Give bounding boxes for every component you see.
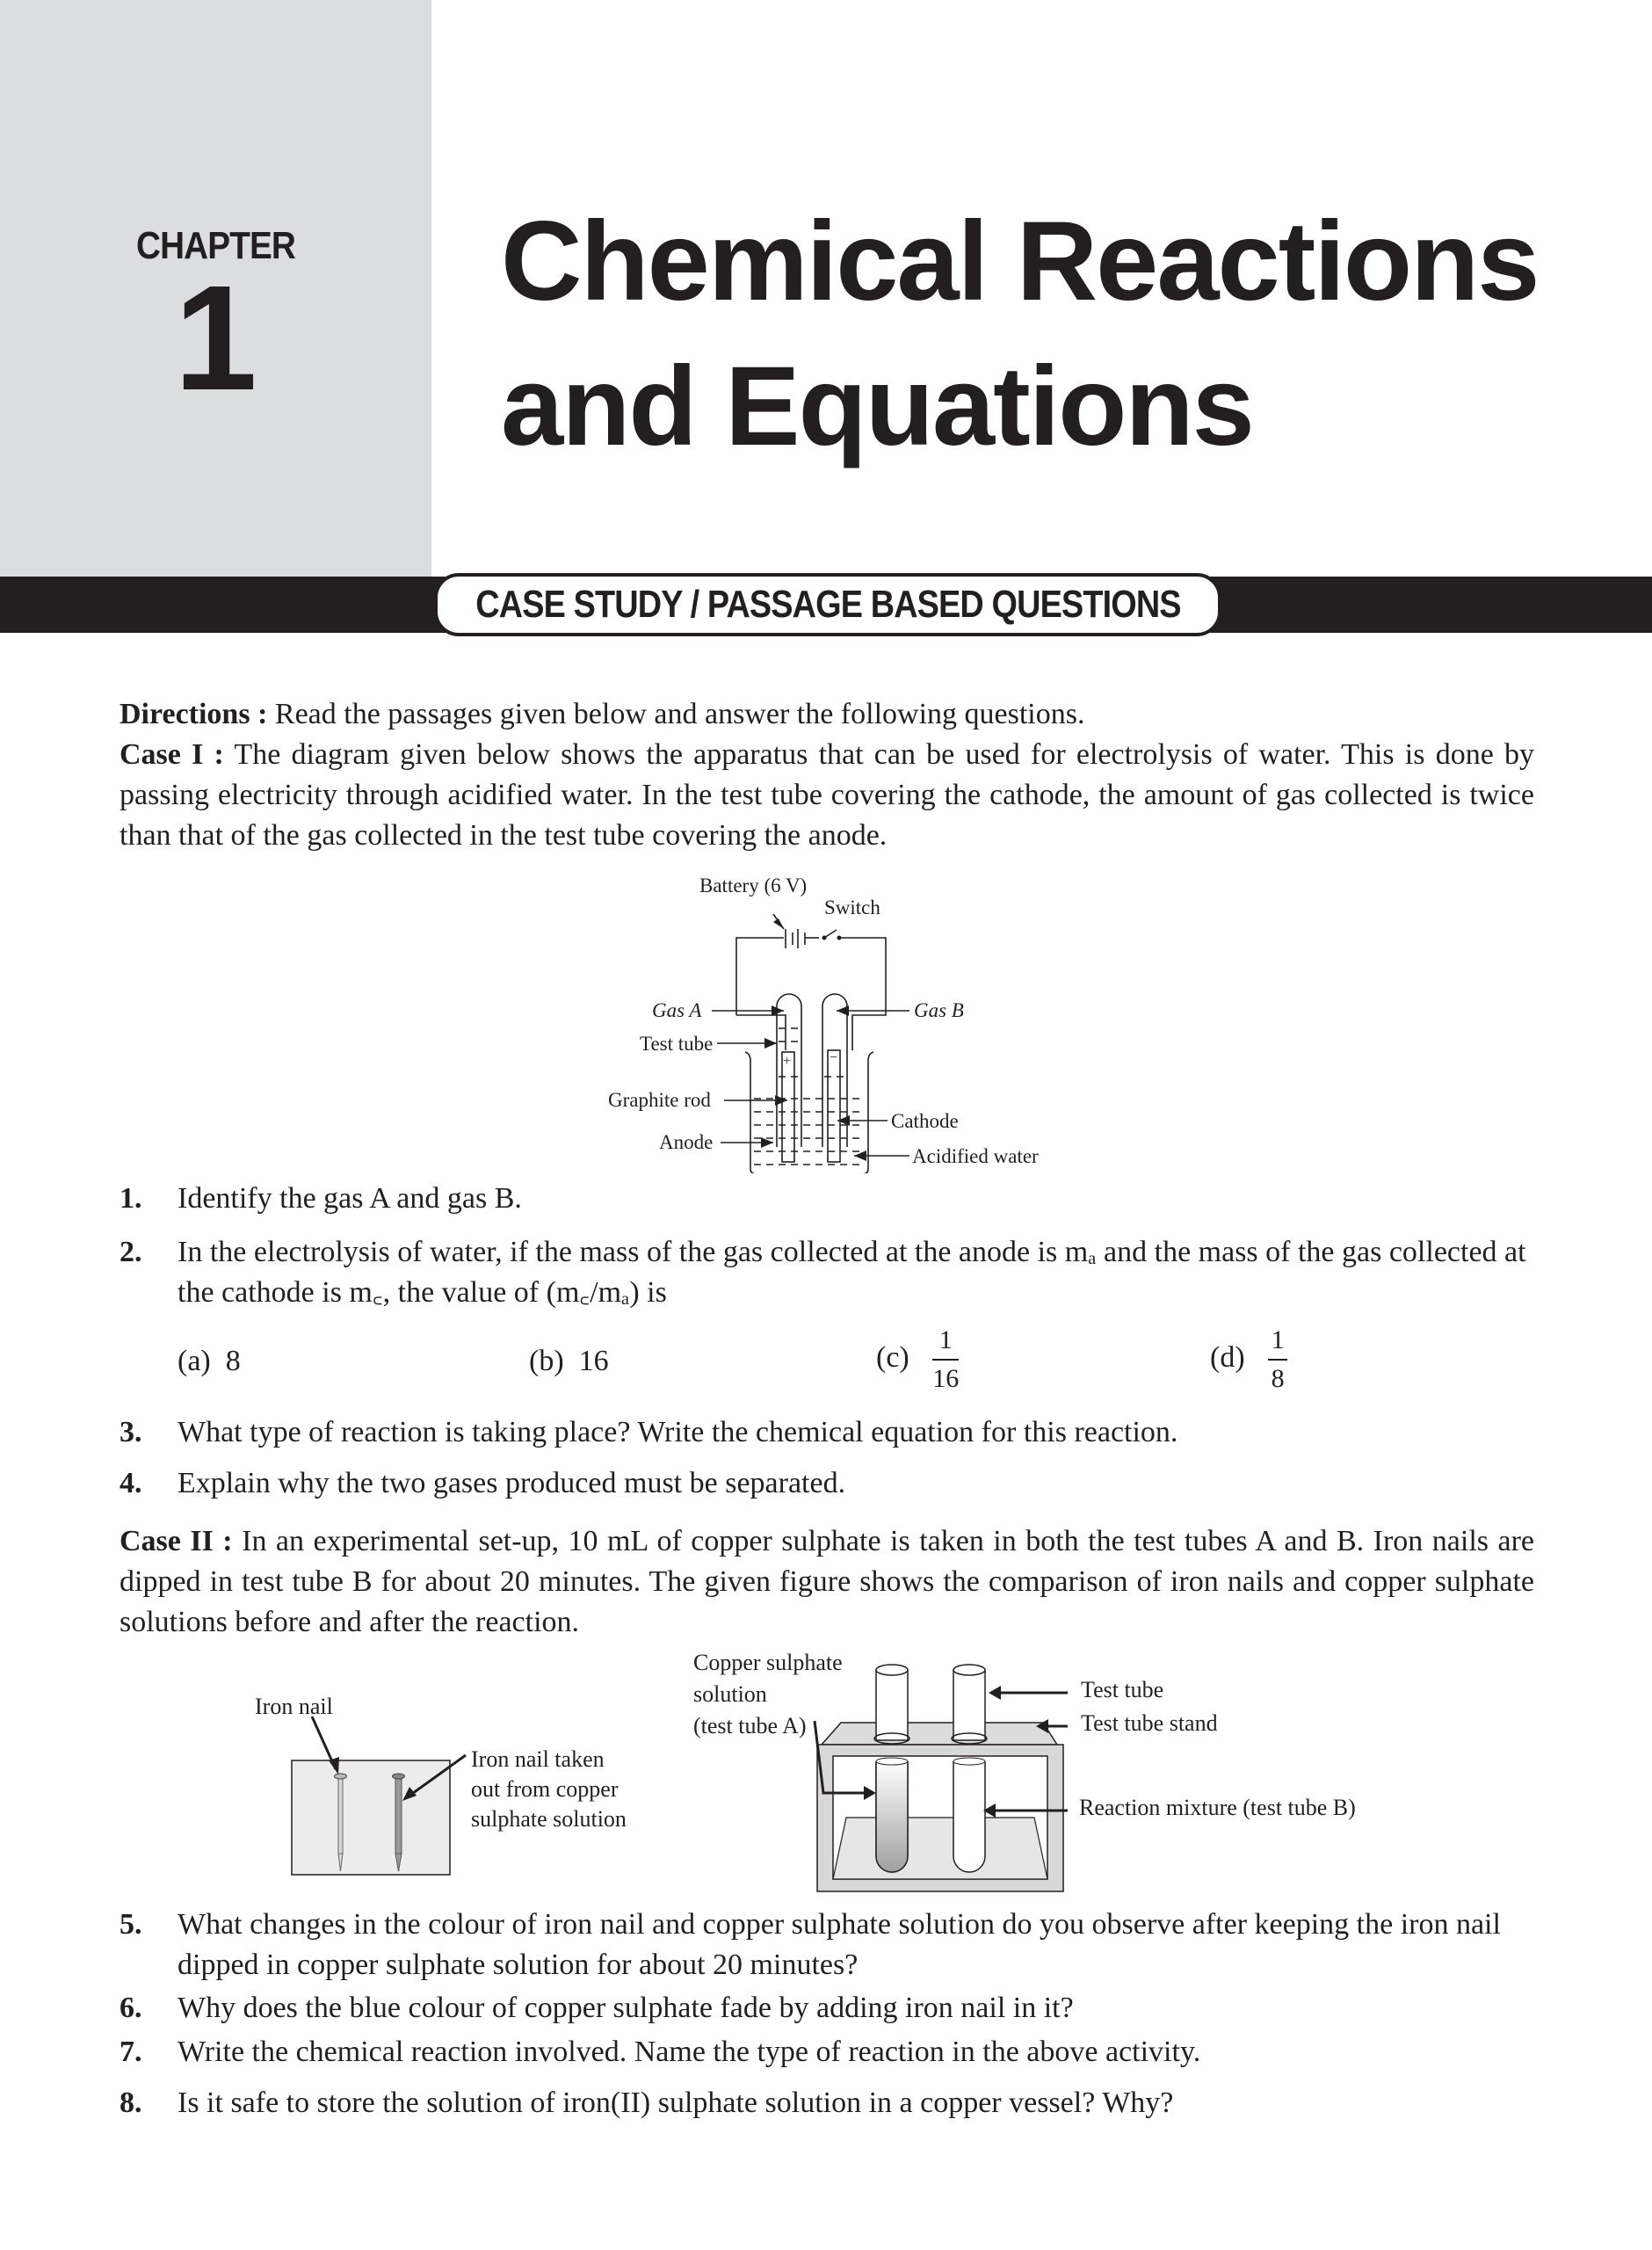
label-test-tube: Test tube <box>640 1033 714 1055</box>
option-c[interactable]: (c) $\frac{1}{16}$ <box>876 1325 960 1393</box>
directions-text: Read the passages given below and answer the following questions. <box>267 698 1085 730</box>
question-7: 7. Write the chemical reaction involved. Name the type of reaction in the above activity. <box>120 2036 1201 2068</box>
chapter-number: 1 <box>174 255 257 422</box>
section-banner-text: CASE STUDY / PASSAGE BASED QUESTIONS <box>475 583 1181 626</box>
chapter-title <box>501 189 1538 479</box>
label-copper-sulphate: Copper sulphate solution (test tube A) <box>693 1650 843 1738</box>
case2-passage <box>120 1521 1534 1643</box>
fraction: $\frac{1}{8}$ <box>1268 1325 1287 1394</box>
question-8: 8. Is it safe to store the solution of iron(II) sulphate solution in a copper vessel? Why? <box>120 2087 1174 2119</box>
chapter-label: CHAPTER <box>135 224 296 267</box>
fraction: $\frac{1}{16}$ <box>932 1325 960 1393</box>
label-reaction-mixture: Reaction mixture (test tube B) <box>1079 1795 1356 1820</box>
label-test-tube-stand: Test tube stand <box>1081 1710 1218 1736</box>
option-a[interactable]: (a) 8 <box>178 1345 241 1377</box>
case1-passage <box>120 735 1534 856</box>
section-banner <box>434 573 1221 636</box>
option-d[interactable]: (d) $\frac{1}{8}$ <box>1210 1325 1287 1394</box>
label-acidified-water: Acidified water <box>912 1145 1039 1167</box>
directions-label: Directions : <box>120 698 268 730</box>
label-gas-a: Gas A <box>652 999 702 1021</box>
iron-nail-figure <box>255 1648 677 1876</box>
label-switch: Switch <box>824 896 880 918</box>
title-line-1: Chemical Reactions <box>501 199 1539 324</box>
label-minus: − <box>830 1050 838 1065</box>
label-plus: + <box>783 1054 792 1069</box>
question-4: 4. Explain why the two gases produced must be separated. <box>120 1467 846 1499</box>
electrolysis-apparatus-icon <box>598 875 1072 1173</box>
case1-label: Case I : <box>120 738 224 771</box>
test-tube-stand-figure <box>690 1652 1428 1894</box>
case2-label: Case II : <box>120 1525 233 1557</box>
label-nail-taken: Iron nail taken out from copper sulphate solution <box>471 1746 627 1832</box>
label-iron-nail: Iron nail <box>255 1694 333 1719</box>
label-gas-b: Gas B <box>914 999 964 1021</box>
directions <box>120 694 1534 735</box>
question-2: 2. In the electrolysis of water, if the mass of the gas collected at the anode is mₐ and the mass of the gas collected at the cathode is m꜀, the value of (m꜀/mₐ) is <box>120 1236 1526 1309</box>
label-anode: Anode <box>659 1131 714 1153</box>
label-cathode: Cathode <box>891 1110 959 1132</box>
question-5: 5. What changes in the colour of iron nail and copper sulphate solution do you observe after keeping the iron nail dipped in copper sulphate solution for about 20 minutes? <box>120 1908 1501 1981</box>
question-6: 6. Why does the blue colour of copper sulphate fade by adding iron nail in it? <box>120 1992 1074 2024</box>
case2-text: In an experimental set-up, 10 mL of copper sulphate is taken in both the test tubes A and B. Iron nails are dipped in test tube B for about 20 minutes. The given figure shows the comparison of iron nails and copper sulphate solutions before and after the reaction. <box>120 1525 1534 1638</box>
label-graphite-rod: Graphite rod <box>608 1089 711 1111</box>
question-3: 3. What type of reaction is taking place? Write the chemical equation for this reaction. <box>120 1416 1178 1448</box>
question-2-options <box>178 1325 1531 1396</box>
label-test-tube-2: Test tube <box>1081 1677 1164 1702</box>
question-1: 1. Identify the gas A and gas B. <box>120 1182 522 1215</box>
electrolysis-diagram <box>598 875 1072 1173</box>
case1-text: The diagram given below shows the apparatus that can be used for electrolysis of water. This is done by passing electricity through acidified water. In the test tube covering the cathode, the amount of gas collected is twice than that of the gas collected in the test tube covering the anode. <box>120 738 1534 852</box>
label-battery: Battery (6 V) <box>699 875 808 896</box>
title-line-2: and Equations <box>501 344 1253 469</box>
option-b[interactable]: (b) 16 <box>529 1345 609 1377</box>
